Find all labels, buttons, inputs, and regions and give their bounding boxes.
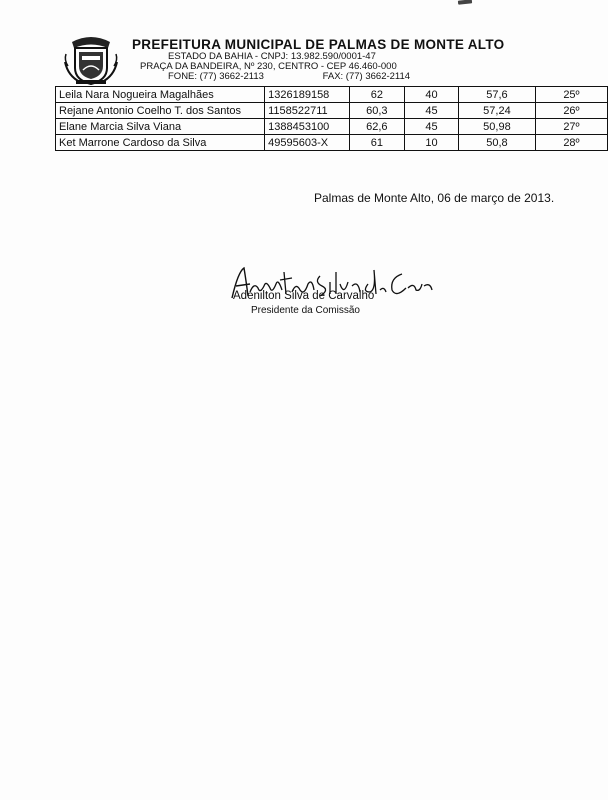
cell-document: 1158522711 — [265, 103, 350, 119]
cell-score-1: 61 — [349, 135, 404, 151]
table-row — [56, 135, 608, 151]
cell-document: 1326189158 — [265, 87, 350, 103]
cell-score-2: 45 — [404, 119, 458, 135]
cell-rank: 25º — [535, 87, 607, 103]
letterhead-address: PRAÇA DA BANDEIRA, Nº 230, CENTRO - CEP 46.460-000 — [140, 61, 397, 72]
cell-score-2: 40 — [404, 87, 458, 103]
cell-name: Ket Marrone Cardoso da Silva — [56, 135, 265, 151]
table-row — [56, 103, 608, 119]
letterhead-phone: FONE: (77) 3662-2113 — [168, 71, 264, 82]
cell-score-1: 62,6 — [349, 119, 404, 135]
place-and-date: Palmas de Monte Alto, 06 de março de 2013. — [314, 191, 555, 205]
cell-rank: 28º — [535, 135, 607, 151]
cell-final-score: 57,24 — [458, 103, 535, 119]
letterhead — [132, 37, 512, 82]
results-table — [55, 86, 608, 151]
cell-rank: 27º — [535, 119, 607, 135]
letterhead-title: PREFEITURA MUNICIPAL DE PALMAS DE MONTE ALTO — [132, 37, 505, 52]
table-row — [56, 87, 608, 103]
cell-rank: 26º — [535, 103, 607, 119]
cell-document: 49595603-X — [265, 135, 350, 151]
letterhead-state-cnpj: ESTADO DA BAHIA - CNPJ: 13.982.590/0001-47 — [168, 51, 376, 62]
cell-name: Rejane Antonio Coelho T. dos Santos — [56, 103, 265, 119]
cell-document: 1388453100 — [265, 119, 350, 135]
cell-final-score: 50,8 — [458, 135, 535, 151]
scan-artifact — [458, 0, 472, 5]
cell-name: Leila Nara Nogueira Magalhães — [56, 87, 265, 103]
signer-name: Adenilton Silva de Carvalho — [233, 290, 375, 302]
cell-score-1: 60,3 — [349, 103, 404, 119]
letterhead-fax: FAX: (77) 3662-2114 — [322, 71, 411, 82]
cell-score-1: 62 — [349, 87, 404, 103]
cell-final-score: 50,98 — [458, 119, 535, 135]
letterhead-contacts — [132, 72, 512, 82]
municipal-seal-icon — [62, 32, 120, 86]
cell-name: Elane Marcia Silva Viana — [56, 119, 265, 135]
handwritten-signature — [226, 262, 436, 310]
cell-score-2: 10 — [404, 135, 458, 151]
table-row — [56, 119, 608, 135]
cell-score-2: 45 — [404, 103, 458, 119]
cell-final-score: 57,6 — [458, 87, 535, 103]
signer-role: Presidente da Comissão — [251, 305, 360, 316]
